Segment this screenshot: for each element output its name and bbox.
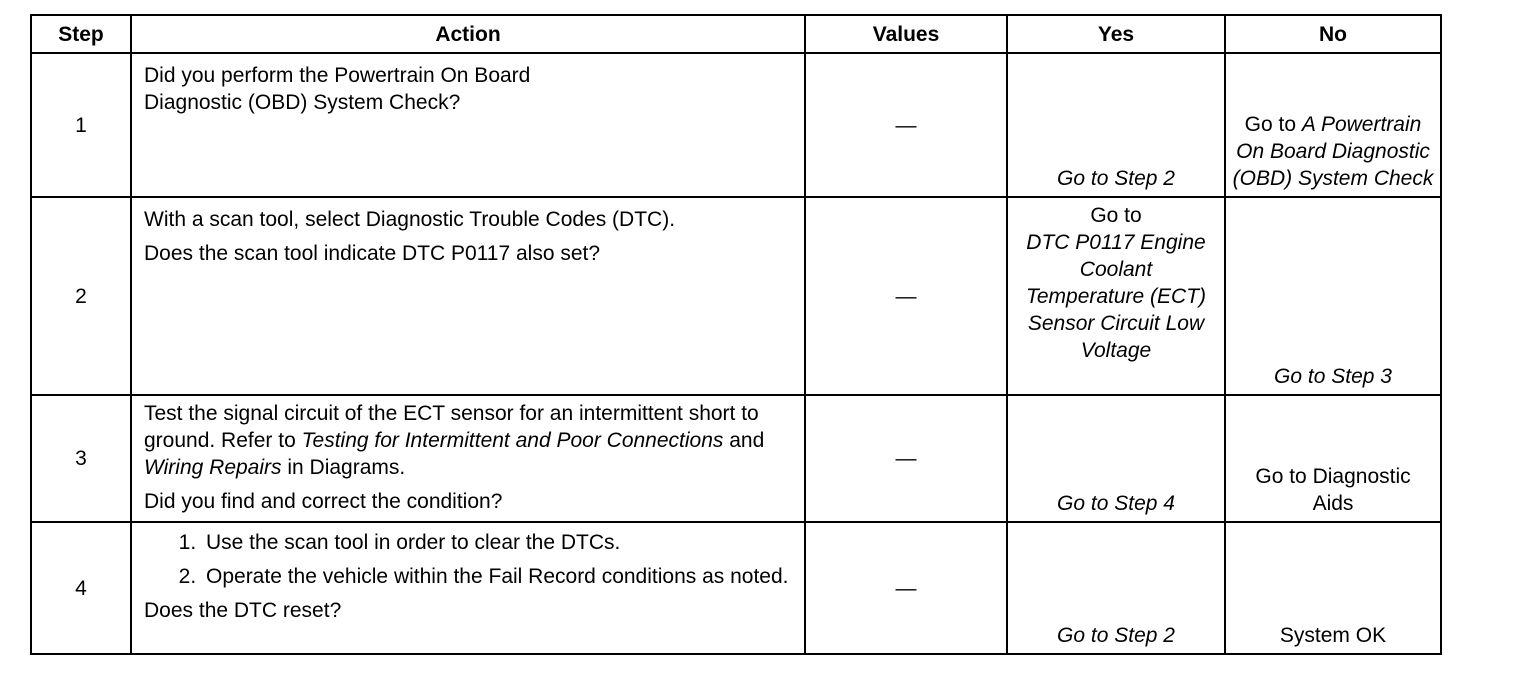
action-text: [144, 400, 794, 481]
diagnostic-table: [30, 14, 1442, 655]
header-row: [31, 15, 1441, 53]
action-cell: [131, 53, 805, 197]
header-step: Step: [31, 15, 131, 53]
header-action: Action: [131, 15, 805, 53]
action-question: Does the scan tool indicate DTC P0117 also set?: [144, 242, 601, 265]
action-question: Does the DTC reset?: [144, 599, 342, 622]
yes-link[interactable]: Go to Step 2: [1057, 167, 1175, 190]
action-step-item: 1. Use the scan tool in order to clear the DTCs.: [202, 529, 794, 556]
table-row: [31, 197, 1441, 395]
step-number: 1: [31, 53, 131, 197]
step-number: 2: [31, 197, 131, 395]
header-values: Values: [805, 15, 1007, 53]
no-cell[interactable]: [1225, 395, 1441, 522]
yes-cell[interactable]: [1007, 395, 1225, 522]
header-no: No: [1225, 15, 1441, 53]
no-cell: [1225, 522, 1441, 654]
reference-link[interactable]: Testing for Intermittent and Poor Connections: [301, 429, 724, 452]
no-link[interactable]: Go to Diagnostic Aids: [1255, 465, 1411, 515]
values-cell: —: [805, 197, 1007, 395]
yes-link[interactable]: DTC P0117 Engine Coolant Temperature (ECT) Sensor Circuit Low Voltage: [1025, 231, 1207, 362]
no-link[interactable]: Go to Step 3: [1274, 365, 1392, 388]
action-conjunction: and: [729, 429, 765, 452]
action-location: in Diagrams.: [287, 456, 406, 479]
action-instruction: Test the signal circuit of the ECT sensor for an intermittent short to ground. Refer to: [144, 402, 759, 452]
reference-link[interactable]: Wiring Repairs: [144, 456, 282, 479]
no-cell[interactable]: [1225, 53, 1441, 197]
action-cell: [131, 197, 805, 395]
action-text: With a scan tool, select Diagnostic Trouble Codes (DTC).: [144, 208, 676, 231]
step-number: 3: [31, 395, 131, 522]
action-cell: [131, 395, 805, 522]
table-row: [31, 522, 1441, 654]
no-link[interactable]: A Powertrain On Board Diagnostic (OBD) System Check: [1232, 113, 1434, 190]
values-cell: —: [805, 53, 1007, 197]
no-cell[interactable]: [1225, 197, 1441, 395]
no-result: System OK: [1279, 624, 1387, 647]
yes-cell[interactable]: [1007, 522, 1225, 654]
yes-link[interactable]: Go to Step 4: [1057, 492, 1175, 515]
action-step-item: 2. Operate the vehicle within the Fail Record conditions as noted.: [202, 563, 794, 590]
action-cell: [131, 522, 805, 654]
yes-link[interactable]: Go to Step 2: [1057, 624, 1175, 647]
table-row: [31, 53, 1441, 197]
no-prefix: Go to: [1244, 113, 1297, 136]
header-yes: Yes: [1007, 15, 1225, 53]
yes-cell[interactable]: [1007, 197, 1225, 395]
yes-cell[interactable]: [1007, 53, 1225, 197]
action-question: Did you find and correct the condition?: [144, 490, 503, 513]
action-steps-list: [144, 529, 794, 590]
step-number: 4: [31, 522, 131, 654]
values-cell: —: [805, 395, 1007, 522]
action-text: Did you perform the Powertrain On Board: [144, 64, 531, 87]
table-row: [31, 395, 1441, 522]
yes-prefix: Go to: [1090, 204, 1142, 227]
values-cell: —: [805, 522, 1007, 654]
action-text: Diagnostic (OBD) System Check?: [144, 91, 461, 114]
